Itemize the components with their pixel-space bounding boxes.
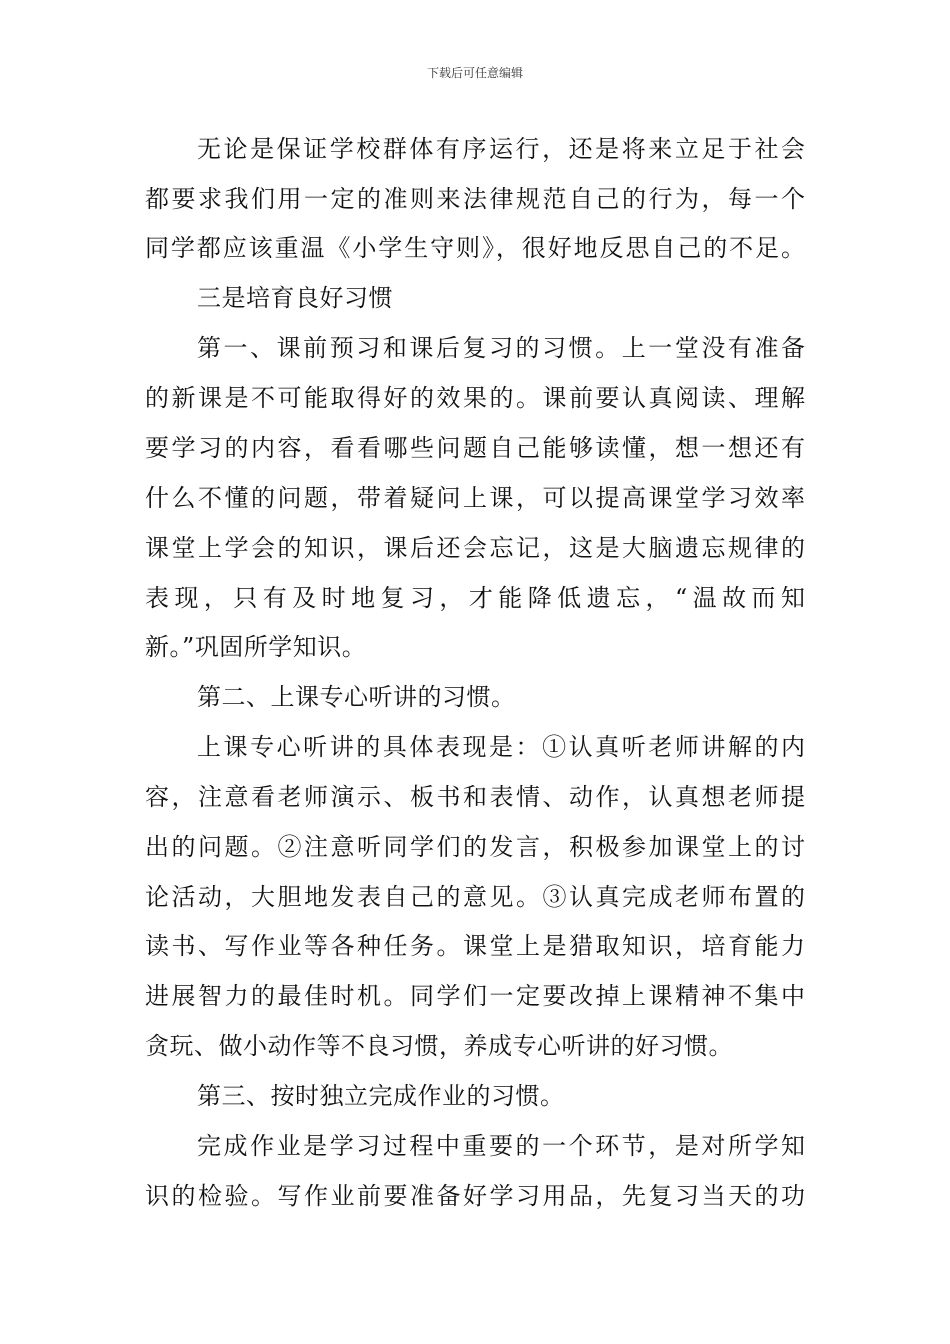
text-line: 同学都应该重温《小学生守则》，很好地反思自己的不足。 bbox=[145, 234, 805, 262]
text-line: 读书、写作业等各种任务。课堂上是猎取知识，培育能力 bbox=[145, 932, 805, 960]
text-line: 论活动，大胆地发表自己的意见。③认真完成老师布置的 bbox=[145, 883, 805, 911]
text-line: 课堂上学会的知识，课后还会忘记，这是大脑遗忘规律的 bbox=[145, 534, 805, 562]
subheading: 第二、上课专心听讲的习惯。 bbox=[197, 683, 516, 711]
text-line: 上课专心听讲的具体表现是：①认真听老师讲解的内 bbox=[197, 733, 805, 761]
text-line: 新。”巩固所学知识。 bbox=[145, 633, 367, 661]
section-heading: 三是培育良好习惯 bbox=[197, 284, 393, 312]
text-line: 的新课是不可能取得好的效果的。课前要认真阅读、理解 bbox=[145, 384, 805, 412]
text-line: 容，注意看老师演示、板书和表情、动作，认真想老师提 bbox=[145, 783, 805, 811]
text-line: 出的问题。②注意听同学们的发言，积极参加课堂上的讨 bbox=[145, 833, 805, 861]
text-line: 什么不懂的问题，带着疑问上课，可以提高课堂学习效率 bbox=[145, 484, 805, 512]
text-line: 完成作业是学习过程中重要的一个环节，是对所学知 bbox=[197, 1132, 805, 1160]
text-line: 识的检验。写作业前要准备好学习用品，先复习当天的功 bbox=[145, 1182, 805, 1210]
subheading: 第三、按时独立完成作业的习惯。 bbox=[197, 1082, 565, 1110]
text-line: 贪玩、做小动作等不良习惯，养成专心听讲的好习惯。 bbox=[145, 1032, 733, 1060]
page-header: 下载后可任意编辑 bbox=[426, 66, 523, 80]
text-line: 无论是保证学校群体有序运行，还是将来立足于社会 bbox=[197, 135, 805, 163]
text-line: 都要求我们用一定的准则来法律规范自己的行为，每一个 bbox=[145, 185, 805, 213]
text-line: 进展智力的最佳时机。同学们一定要改掉上课精神不集中 bbox=[145, 982, 805, 1010]
text-line: 第一、课前预习和课后复习的习惯。上一堂没有准备 bbox=[197, 334, 805, 362]
text-line: 表现，只有及时地复习，才能降低遗忘，“温故而知 bbox=[145, 584, 805, 612]
text-line: 要学习的内容，看看哪些问题自己能够读懂，想一想还有 bbox=[145, 434, 805, 462]
